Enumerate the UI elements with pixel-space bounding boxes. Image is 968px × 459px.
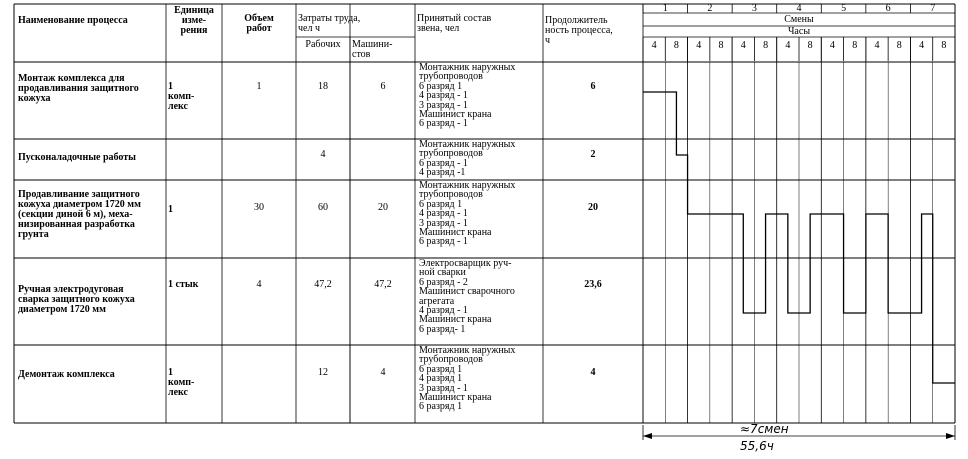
crew-line: Монтажник наружных: [419, 62, 516, 73]
hour-label: 8: [763, 40, 769, 51]
shift-number: 3: [751, 3, 757, 14]
crew-line: 6 разряд - 2: [419, 276, 468, 288]
shift-number: 4: [796, 3, 802, 14]
crew-line: 6 разряд 1: [419, 363, 463, 375]
crew-line: трубопроводов: [419, 189, 483, 201]
operators-value: 47,2: [374, 279, 392, 290]
arrow-left-icon: [643, 433, 652, 439]
hour-label: 8: [852, 40, 858, 51]
shifts-label: Смены: [784, 14, 814, 25]
crew-line: 6 разряд- 1: [419, 323, 466, 335]
crew-line: 4 разряд - 1: [419, 208, 468, 220]
unit-value: 1 стык: [168, 279, 199, 290]
shift-number: 5: [841, 3, 847, 14]
crew-line: Машинист крана: [419, 314, 492, 326]
unit-value: комп-: [168, 91, 195, 102]
crew-line: Монтажник наружных: [419, 180, 516, 191]
volume-value: 1: [256, 81, 262, 92]
header-labor: Затраты труда,: [298, 13, 361, 24]
volume-value: 30: [254, 202, 264, 213]
crew-line: 6 разряд 1: [419, 401, 463, 413]
crew-line: трубопроводов: [419, 354, 483, 366]
crew-line: Монтажник наружных: [419, 345, 516, 356]
workers-value: 60: [318, 202, 328, 213]
shift-number: 7: [930, 3, 936, 14]
process-name: кожуха диаметром 1720 мм: [18, 199, 141, 210]
duration-value: 6: [590, 81, 596, 92]
process-name: сварка защитного кожуха: [18, 294, 135, 305]
header-duration: ность процесса,: [545, 25, 613, 36]
header-operators: Машини-: [352, 39, 393, 50]
header-unit: Единица: [174, 5, 214, 16]
hour-label: 4: [740, 40, 746, 51]
hour-label: 8: [896, 40, 902, 51]
header-crew: звена, чел: [417, 23, 460, 34]
operators-value: 20: [378, 202, 388, 213]
process-name: Монтаж комплекса для: [18, 73, 125, 84]
operators-value: 6: [380, 81, 386, 92]
header-crew: Принятый состав: [417, 13, 492, 24]
header-duration: Продолжитель: [545, 15, 608, 26]
duration-value: 2: [590, 149, 596, 160]
process-name: Ручная электродуговая: [18, 284, 124, 295]
shift-number: 1: [662, 3, 668, 14]
crew-line: 4 разряд - 1: [419, 90, 468, 102]
process-name: Пусконаладочные работы: [18, 152, 136, 163]
crew-line: Машинист крана: [419, 109, 492, 120]
header-duration: ч: [545, 35, 551, 46]
process-name: грунта: [18, 229, 49, 240]
hour-label: 4: [874, 40, 880, 51]
duration-value: 4: [590, 367, 596, 378]
hour-label: 8: [807, 40, 813, 51]
operators-value: 4: [380, 367, 386, 378]
hour-label: 4: [696, 40, 702, 51]
header-workers: Рабочих: [305, 39, 341, 50]
process-name: низированная разработка: [18, 219, 135, 230]
hour-label: 4: [651, 40, 657, 51]
process-name: продавливания защитного: [18, 83, 139, 94]
crew-line: 4 разряд - 1: [419, 305, 468, 316]
unit-value: 1: [168, 81, 173, 92]
shift-number: 6: [885, 3, 891, 14]
crew-line: 6 разряд - 1: [419, 118, 468, 130]
crew-line: 6 разряд 1: [419, 198, 463, 210]
crew-line: 3 разряд - 1: [419, 382, 468, 394]
header-volume: работ: [246, 23, 272, 34]
crew-line: 6 разряд - 1: [419, 236, 468, 248]
workers-value: 4: [320, 149, 326, 160]
workers-value: 12: [318, 367, 328, 378]
hour-label: 4: [785, 40, 791, 51]
shift-number: 2: [707, 3, 713, 14]
crew-line: Монтажник наружных: [419, 139, 516, 150]
crew-line: 6 разряд - 1: [419, 157, 468, 169]
arrow-right-icon: [946, 433, 955, 439]
unit-value: комп-: [168, 377, 195, 388]
hours-label: Часы: [787, 26, 811, 37]
crew-line: 4 разряд -1: [419, 167, 466, 179]
workers-value: 47,2: [314, 279, 332, 290]
crew-line: ной сварки: [419, 267, 466, 279]
crew-line: трубопроводов: [419, 148, 483, 160]
unit-value: 1: [168, 204, 173, 215]
crew-line: 3 разряд - 1: [419, 99, 468, 111]
process-name: диаметром 1720 мм: [18, 304, 106, 315]
hour-label: 8: [941, 40, 947, 51]
volume-value: 4: [256, 279, 262, 290]
header-operators: стов: [352, 49, 371, 60]
process-name: Продавливание защитного: [18, 189, 140, 200]
workers-value: 18: [318, 81, 328, 92]
process-name: Демонтаж комплекса: [18, 369, 115, 380]
process-name: кожуха: [18, 93, 51, 104]
process-name: (секции диной 6 м), меха-: [18, 209, 133, 220]
duration-value: 20: [588, 202, 598, 213]
hour-label: 8: [673, 40, 679, 51]
duration-value: 23,6: [584, 279, 602, 290]
crew-line: 4 разряд 1: [419, 373, 463, 385]
header-unit: изме-: [181, 15, 207, 26]
crew-line: Электросварщик руч-: [419, 258, 512, 269]
hour-label: 4: [829, 40, 835, 51]
crew-line: Машинист крана: [419, 392, 492, 403]
unit-value: 1: [168, 367, 173, 378]
crew-line: агрегата: [419, 295, 455, 307]
header-volume: Объем: [244, 13, 274, 24]
header-unit: рения: [180, 25, 208, 36]
crew-line: трубопроводов: [419, 71, 483, 83]
crew-line: Машинист сварочного: [419, 286, 515, 298]
shifts-total: ≈7смен: [740, 422, 789, 436]
hour-label: 8: [718, 40, 724, 51]
header-labor: чел ч: [298, 23, 320, 34]
crew-line: 3 разряд - 1: [419, 217, 468, 229]
hours-total: 55,6ч: [740, 439, 774, 453]
crew-line: 6 разряд 1: [419, 80, 463, 92]
hour-label: 4: [919, 40, 925, 51]
header-process: Наименование процесса: [18, 15, 128, 26]
unit-value: лекс: [168, 101, 188, 112]
crew-line: Машинист крана: [419, 227, 492, 238]
unit-value: лекс: [168, 387, 188, 398]
